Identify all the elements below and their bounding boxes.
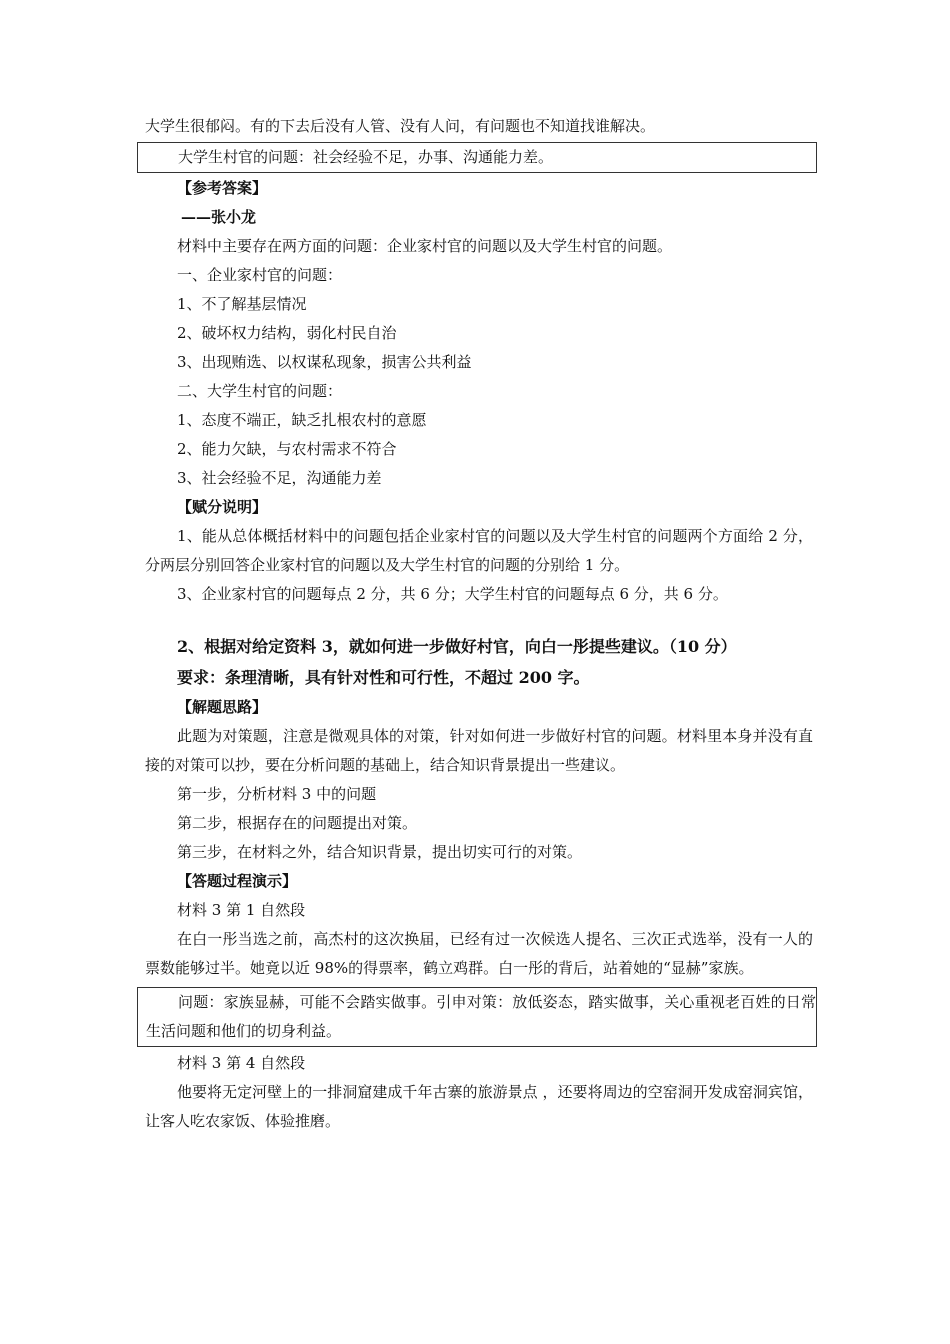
- boxed-note: [137, 987, 817, 1047]
- question-heading: 2、根据对给定资料 3，就如何进一步做好村官，向白一彤提些建议。（10 分）: [177, 637, 737, 656]
- section-label-answer: 【参考答案】: [177, 179, 268, 197]
- list-item: 3、出现贿选、以权谋私现象，损害公共利益: [177, 353, 472, 371]
- text-line: 第一步，分析材料 3 中的问题: [177, 785, 377, 803]
- section-label-approach: 【解题思路】: [177, 698, 268, 716]
- question-requirement: 要求：条理清晰，具有针对性和可行性，不超过 200 字。: [177, 668, 590, 687]
- section-label-demo: 【答题过程演示】: [177, 872, 298, 890]
- author-line: ——张小龙: [181, 208, 257, 226]
- text-line: 第三步，在材料之外，结合知识背景，提出切实可行的对策。: [177, 843, 583, 861]
- boxed-note-text: 大学生村官的问题：社会经验不足，办事、沟通能力差。: [178, 148, 554, 166]
- text-line: 材料 3 第 4 自然段: [177, 1054, 306, 1072]
- list-item: 2、能力欠缺，与农村需求不符合: [177, 440, 397, 458]
- list-item: 1、不了解基层情况: [177, 295, 307, 313]
- text-line: 材料中主要存在两方面的问题：企业家村官的问题以及大学生村官的问题。: [177, 237, 673, 255]
- text-line: 材料 3 第 1 自然段: [177, 901, 306, 919]
- boxed-note-text: 问题：家族显赫，可能不会踏实做事。引申对策：放低姿态，踏实做事，关心重视老百姓的日常生活问题和他们的切身利益。: [146, 993, 816, 1040]
- paragraph: 他要将无定河壁上的一排洞窟建成千年古寨的旅游景点 ，还要将周边的空窑洞开发成窑洞宾馆，让客人吃农家饭、体验推磨。: [145, 1083, 813, 1130]
- document-page: [145, 112, 816, 1136]
- text-line: 二、大学生村官的问题：: [177, 382, 343, 400]
- list-item: 3、社会经验不足，沟通能力差: [177, 469, 382, 487]
- list-item: 2、破坏权力结构，弱化村民自治: [177, 324, 397, 342]
- boxed-note: [137, 142, 817, 173]
- text-line: 第二步，根据存在的问题提出对策。: [177, 814, 418, 832]
- section-label-scoring: 【赋分说明】: [177, 498, 268, 516]
- paragraph: 此题为对策题，注意是微观具体的对策，针对如何进一步做好村官的问题。材料里本身并没有直接的对策可以抄，要在分析问题的基础上，结合知识背景提出一些建议。: [145, 727, 813, 774]
- list-item: 1、态度不端正，缺乏扎根农村的意愿: [177, 411, 427, 429]
- paragraph: 在白一彤当选之前，高杰村的这次换届，已经有过一次候选人提名、三次正式选举，没有一人的票数能够过半。她竟以近 98%的得票率，鹤立鸡群。白一彤的背后，站着她的“显赫”家族。: [145, 930, 813, 977]
- text-line: 一、企业家村官的问题：: [177, 266, 343, 284]
- spacer: [145, 609, 813, 631]
- text-line: 大学生很郁闷。有的下去后没有人管、没有人问，有问题也不知道找谁解决。: [145, 117, 656, 135]
- text-line: 3、企业家村官的问题每点 2 分，共 6 分；大学生村官的问题每点 6 分，共 6 分。: [177, 585, 728, 603]
- paragraph: 1、能从总体概括材料中的问题包括企业家村官的问题以及大学生村官的问题两个方面给 2 分，分两层分别回答企业家村官的问题以及大学生村官的问题的分别给 1 分。: [145, 527, 813, 574]
